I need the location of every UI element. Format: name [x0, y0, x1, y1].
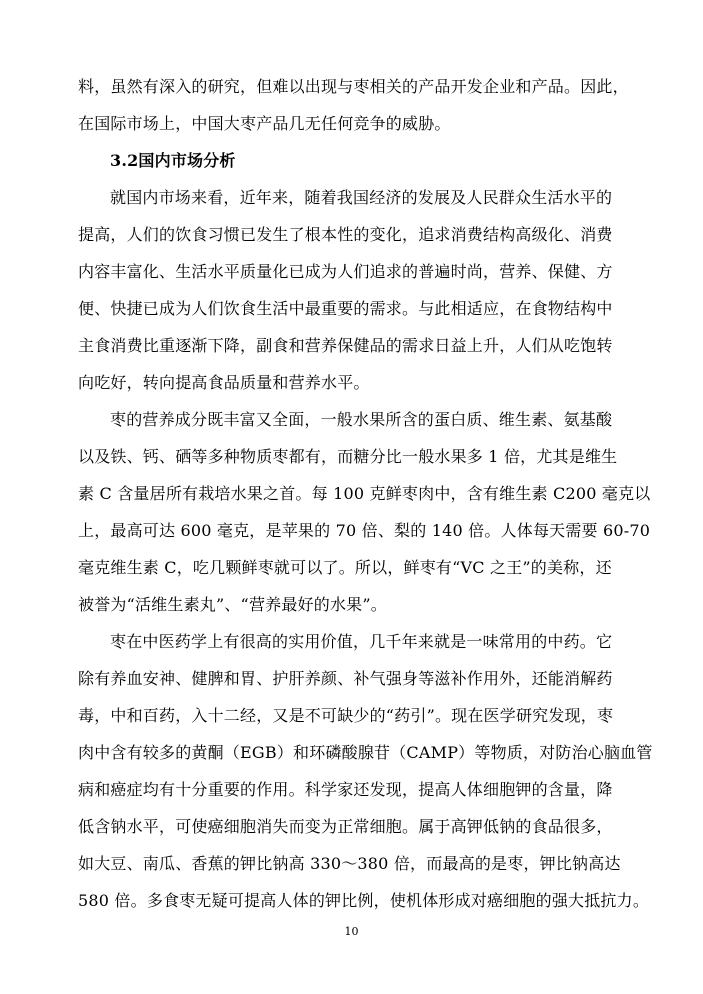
text-line: 在国际市场上，中国大枣产品几无任何竞争的威胁。	[78, 114, 451, 133]
text-line: 枣在中医药学上有很高的实用价值，几千年来就是一味常用的中药。它	[110, 632, 613, 651]
text-line: 如大豆、南瓜、香蕉的钾比钠高 330～380 倍，而最高的是枣，钾比钠高达	[78, 854, 621, 873]
section-heading: 3.2国内市场分析	[110, 151, 236, 170]
text-line: 毒，中和百药，入十二经，又是不可缺少的“药引”。现在医学研究发现，枣	[78, 706, 614, 725]
text-line: 枣的营养成分既丰富又全面，一般水果所含的蛋白质、维生素、氨基酸	[110, 410, 613, 429]
text-line: 以及铁、钙、硒等多种物质枣都有，而糖分比一般水果多 1 倍，尤其是维生	[78, 447, 618, 466]
text-line: 被誉为“活维生素丸”、“营养最好的水果”。	[78, 595, 387, 614]
text-line: 病和癌症均有十分重要的作用。科学家还发现，提高人体细胞钾的含量，降	[78, 780, 613, 799]
text-line: 向吃好，转向提高食品质量和营养水平。	[78, 373, 370, 392]
text-line: 素 C 含量居所有栽培水果之首。每 100 克鲜枣肉中，含有维生素 C200 毫克以	[78, 484, 651, 503]
text-line: 低含钠水平，可使癌细胞消失而变为正常细胞。属于高钾低钠的食品很多，	[78, 817, 613, 836]
text-line: 580 倍。多食枣无疑可提高人体的钾比例，使机体形成对癌细胞的强大抵抗力。	[78, 891, 650, 910]
text-line: 主食消费比重逐渐下降，副食和营养保健品的需求日益上升，人们从吃饱转	[78, 336, 613, 355]
text-line: 肉中含有较多的黄酮（EGB）和环磷酸腺苷（CAMP）等物质，对防治心脑血管	[78, 743, 653, 762]
text-line: 便、快捷已成为人们饮食生活中最重要的需求。与此相适应，在食物结构中	[78, 299, 613, 318]
text-line: 提高，人们的饮食习惯已发生了根本性的变化，追求消费结构高级化、消费	[78, 225, 613, 244]
text-line: 上，最高可达 600 毫克，是苹果的 70 倍、梨的 140 倍。人体每天需要 60-70	[78, 521, 651, 540]
text-line: 就国内市场来看，近年来，随着我国经济的发展及人民群众生活水平的	[110, 188, 613, 207]
text-line: 毫克维生素 C，吃几颗鲜枣就可以了。所以，鲜枣有“VC 之王”的美称，还	[78, 558, 612, 577]
text-line: 内容丰富化、生活水平质量化已成为人们追求的普遍时尚，营养、保健、方	[78, 262, 613, 281]
text-line: 除有养血安神、健脾和胃、护肝养颜、补气强身等滋补作用外，还能消解药	[78, 669, 613, 688]
page-number: 10	[344, 925, 359, 938]
text-line: 料，虽然有深入的研究，但难以出现与枣相关的产品开发企业和产品。因此，	[78, 77, 629, 96]
